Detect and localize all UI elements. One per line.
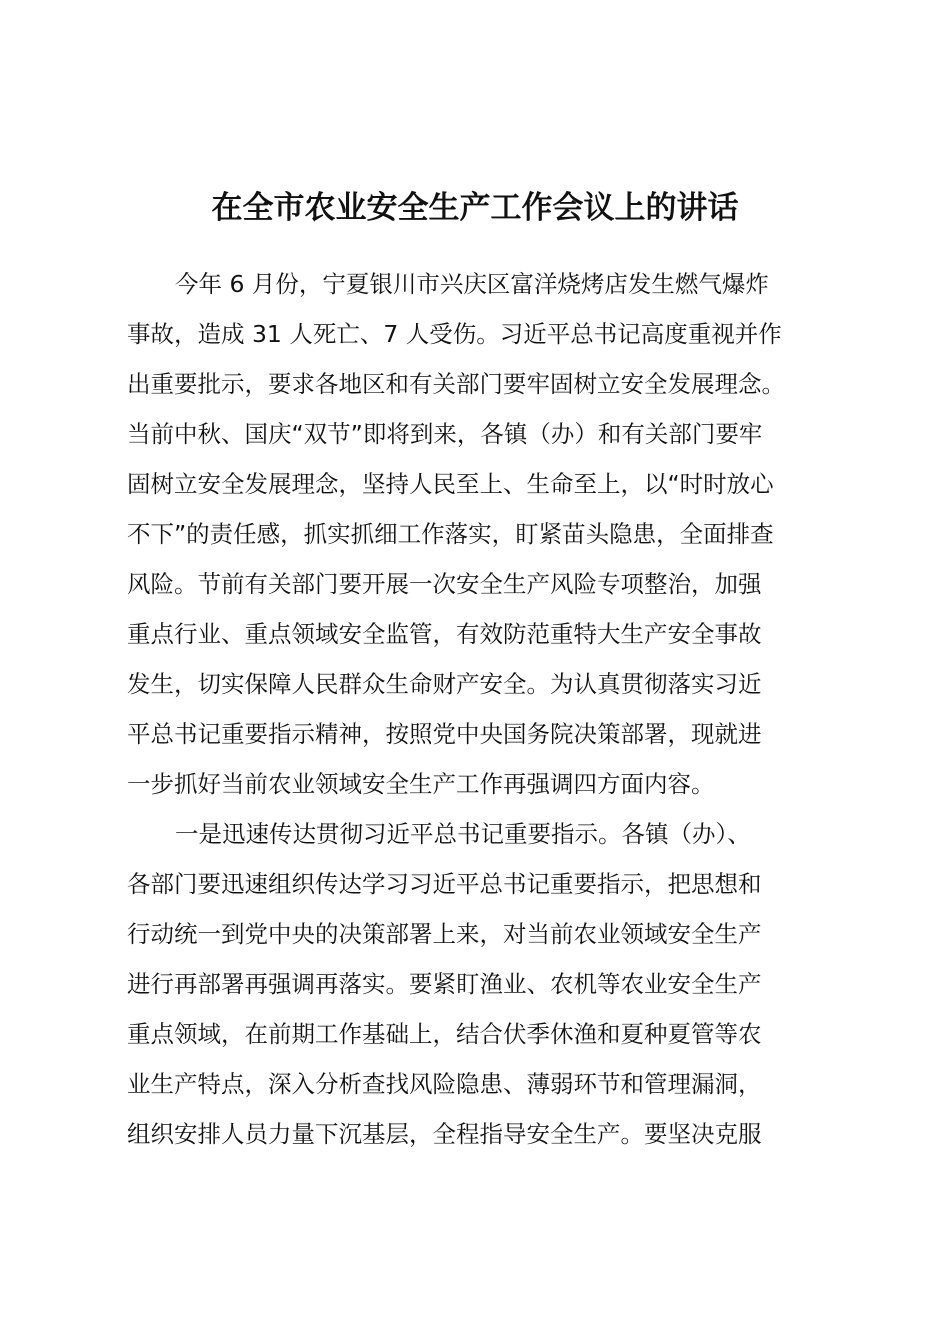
paragraph-1-line-1: 今年 6 月份，宁夏银川市兴庆区富洋烧烤店发生燃气爆炸 <box>175 270 769 298</box>
paragraph-2-line-1: 一是迅速传达贯彻习近平总书记重要指示。各镇（办）、 <box>175 820 751 848</box>
paragraph-1-line-10: 平总书记重要指示精神，按照党中央国务院决策部署，现就进 <box>127 720 762 748</box>
paragraph-1-line-6: 不下”的责任感，抓实抓细工作落实，盯紧苗头隐患，全面排查 <box>127 520 774 548</box>
paragraph-2-line-6: 业生产特点，深入分析查找风险隐患、薄弱环节和管理漏洞， <box>127 1070 762 1098</box>
paragraph-1-line-2: 事故，造成 31 人死亡、7 人受伤。习近平总书记高度重视并作 <box>127 320 782 348</box>
paragraph-2-line-4: 进行再部署再强调再落实。要紧盯渔业、农机等农业安全生产 <box>127 970 762 998</box>
paragraph-1-line-7: 风险。节前有关部门要开展一次安全生产风险专项整治，加强 <box>127 570 762 598</box>
paragraph-1-line-4: 当前中秋、国庆“双节”即将到来，各镇（办）和有关部门要牢 <box>127 420 763 448</box>
paragraph-2-line-7: 组织安排人员力量下沉基层，全程指导安全生产。要坚决克服 <box>127 1120 762 1148</box>
paragraph-1-line-9: 发生，切实保障人民群众生命财产安全。为认真贯彻落实习近 <box>127 670 762 698</box>
document-title: 在全市农业安全生产工作会议上的讲话 <box>211 190 739 226</box>
paragraph-1-line-8: 重点行业、重点领域安全监管，有效防范重特大生产安全事故 <box>127 620 762 648</box>
paragraph-1-line-11: 一步抓好当前农业领域安全生产工作再强调四方面内容。 <box>127 770 715 798</box>
paragraph-2-line-2: 各部门要迅速组织传达学习习近平总书记重要指示，把思想和 <box>127 870 762 898</box>
paragraph-1-line-3: 出重要批示，要求各地区和有关部门要牢固树立安全发展理念。 <box>127 370 785 398</box>
paragraph-2-line-5: 重点领域，在前期工作基础上，结合伏季休渔和夏种夏管等农 <box>127 1020 762 1048</box>
paragraph-2-line-3: 行动统一到党中央的决策部署上来，对当前农业领域安全生产 <box>127 920 762 948</box>
paragraph-1-line-5: 固树立安全发展理念，坚持人民至上、生命至上，以“时时放心 <box>127 470 774 498</box>
